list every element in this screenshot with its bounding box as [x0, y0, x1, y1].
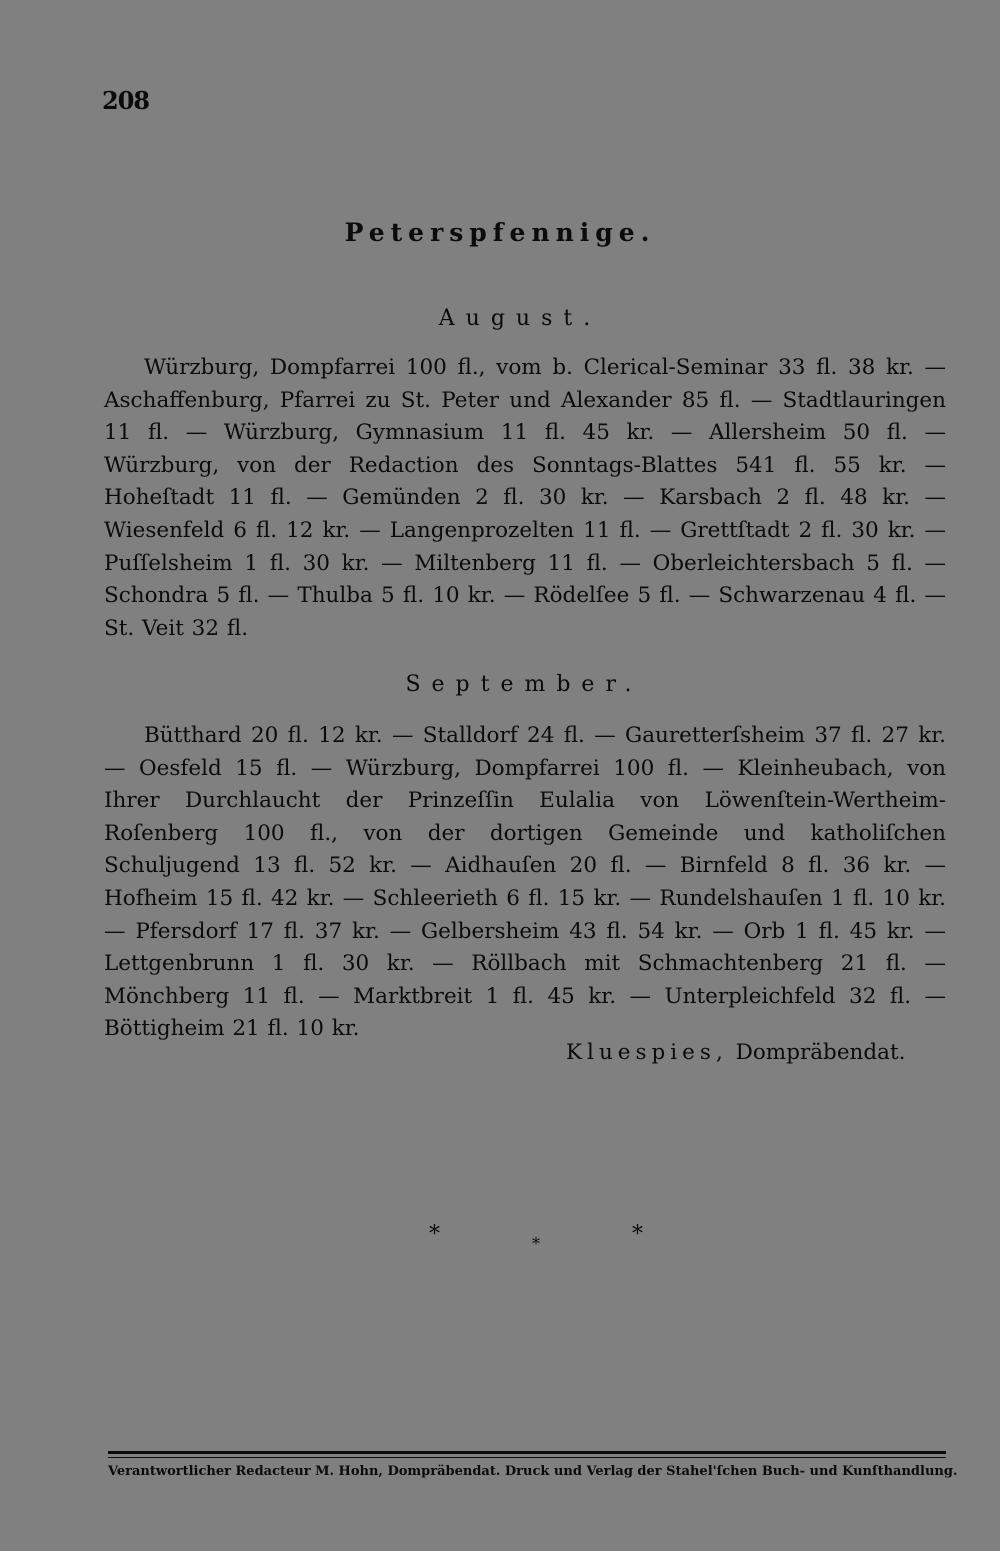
footer-rule-thin [108, 1457, 946, 1458]
imprint-footer: Verantwortlicher Redacteur M. Hohn, Dompräbendat. Druck und Verlag der Stahel'ſchen Buch- und Kunſthandlung. [108, 1464, 958, 1479]
signature-role: Dompräbendat. [735, 1040, 906, 1065]
asterisk: * [532, 1234, 540, 1253]
footer-rule-thick [108, 1451, 946, 1454]
donation-list-september: Bütthard 20 fl. 12 kr. — Stalldorf 24 fl. — Gauretterſsheim 37 fl. 27 kr. — Oesfeld 15 fl. — Würzburg, Dompfarrei 100 fl. — Kleinheubach, von Ihrer Durchlaucht der Prinzeſſin Eulalia von Löwenſtein-Wertheim-Roſenberg 100 fl., von der dortigen Gemeinde und katholiſchen Schuljugend 13 fl. 52 kr. — Aidhauſen 20 fl. — Birnfeld 8 fl. 36 kr. — Hofheim 15 fl. 42 kr. — Schleerieth 6 fl. 15 kr. — Rundelshauſen 1 fl. 10 kr. — Pfersdorf 17 fl. 37 kr. — Gelbersheim 43 fl. 54 kr. — Orb 1 fl. 45 kr. — Lettgenbrunn 1 fl. 30 kr. — Röllbach mit Schmachtenberg 21 fl. — Mönchberg 11 fl. — Marktbreit 1 fl. 45 kr. — Unterpleichfeld 32 fl. — Böttigheim 21 fl. 10 kr. [104, 723, 946, 1042]
page-number: 208 [102, 86, 150, 115]
signature-name: Kluespies, [566, 1040, 728, 1065]
section-heading-september: September. [405, 672, 643, 697]
asterisk: * [429, 1222, 440, 1247]
page-title: Peterspfennige. [344, 218, 656, 247]
signature [566, 1040, 905, 1065]
donation-list-august: Würzburg, Dompfarrei 100 fl., vom b. Clerical-Seminar 33 fl. 38 kr. — Aschaffenburg, Pfarrei zu St. Peter und Alexander 85 fl. — Stadtlauringen 11 fl. — Würzburg, Gymnasium 11 fl. 45 kr. — Allersheim 50 fl. — Würzburg, von der Redaction des Sonntags-Blattes 541 fl. 55 kr. — Hoheſtadt 11 fl. — Gemünden 2 fl. 30 kr. — Karsbach 2 fl. 48 kr. — Wiesenfeld 6 fl. 12 kr. — Langenprozelten 11 fl. — Grettſtadt 2 fl. 30 kr. — Puſſelsheim 1 fl. 30 kr. — Miltenberg 11 fl. — Oberleichtersbach 5 fl. — Schondra 5 fl. — Thulba 5 fl. 10 kr. — Rödelſee 5 fl. — Schwarzenau 4 fl. — St. Veit 32 fl. [104, 355, 946, 641]
asterism-separator [0, 1222, 1000, 1262]
asterisk: * [632, 1222, 643, 1247]
section-heading-august: August. [438, 306, 602, 331]
